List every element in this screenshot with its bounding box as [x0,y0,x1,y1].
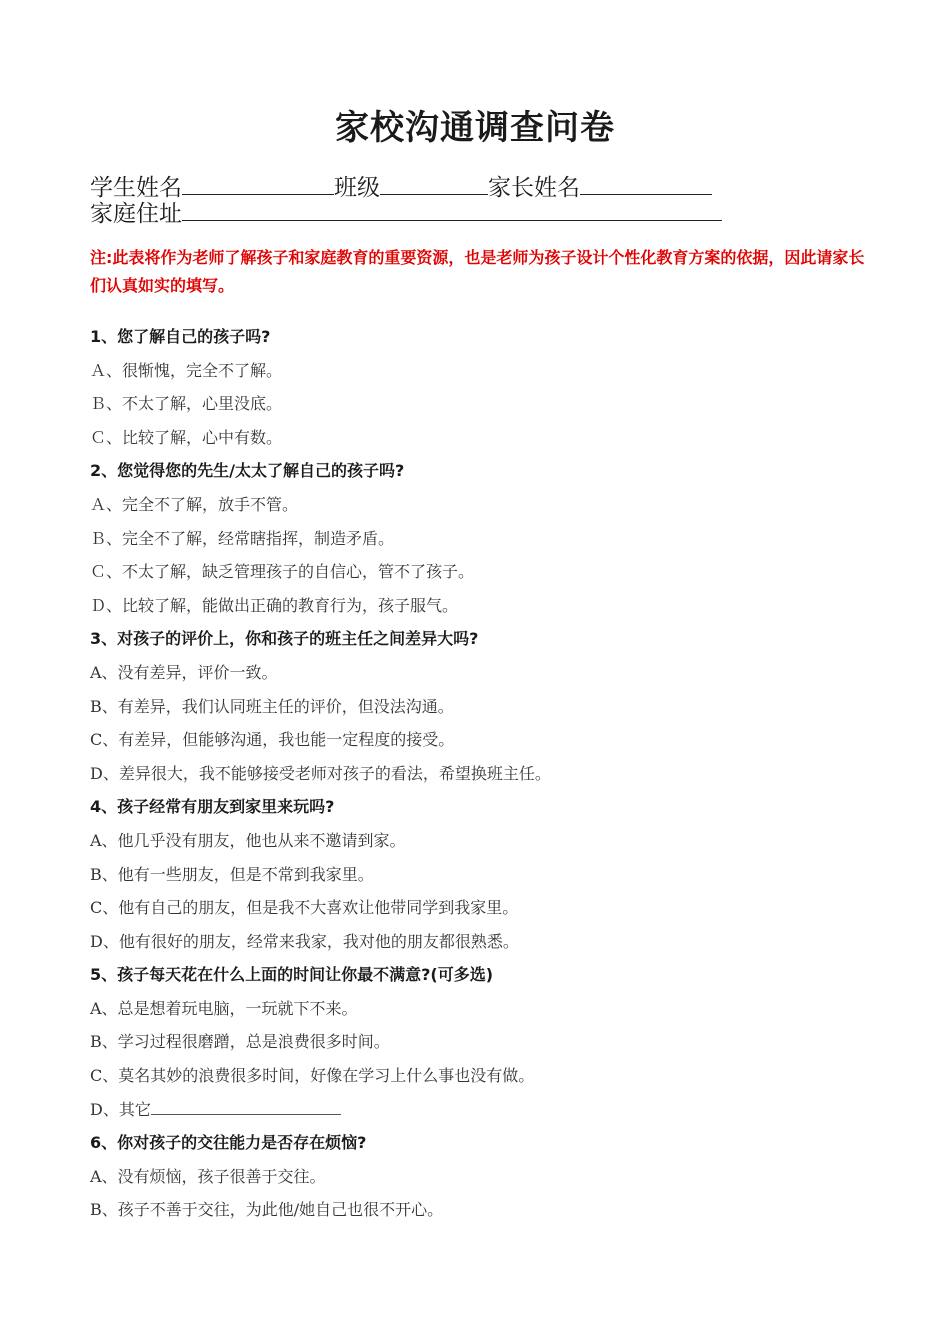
option-label: C、他有自己的朋友，但是我不大喜欢让他带同学到我家里。 [90,898,519,918]
option-label: Ｃ、比较了解，心中有数。 [90,427,283,447]
question-3-option[interactable] [90,656,870,690]
option-label: Ａ、很惭愧，完全不了解。 [90,360,283,380]
question-1-option[interactable] [90,421,870,455]
question-4-option[interactable] [90,858,870,892]
question-1-option[interactable] [90,387,870,421]
option-label: B、有差异，我们认同班主任的评价，但没法沟通。 [90,696,454,716]
option-label: Ｄ、比较了解，能做出正确的教育行为，孩子服气。 [90,595,459,615]
question-2-option[interactable] [90,589,870,623]
option-label: Ａ、完全不了解，放手不管。 [90,494,299,514]
question-1: 1、您了解自己的孩子吗? [90,327,271,346]
option-label: A、他几乎没有朋友，他也从来不邀请到家。 [90,830,406,850]
option-label: C、莫名其妙的浪费很多时间，好像在学习上什么事也没有做。 [90,1066,535,1086]
option-label: D、差异很大，我不能够接受老师对孩子的看法，希望换班主任。 [90,763,551,783]
option-label: B、孩子不善于交往，为此他/她自己也很不开心。 [90,1200,444,1220]
option-label: D、他有很好的朋友，经常来我家，我对他的朋友都很熟悉。 [90,931,519,951]
parent-name-label: 家长姓名 [488,175,580,201]
question-6-option[interactable] [90,1193,870,1227]
question-6-option[interactable] [90,1160,870,1194]
question-6: 6、你对孩子的交往能力是否存在烦恼? [90,1133,367,1153]
question-3-option[interactable] [90,723,870,757]
question-2-option[interactable] [90,555,870,589]
class-label: 班级 [334,175,380,201]
option-label: Ｂ、完全不了解，经常瞎指挥，制造矛盾。 [90,528,395,548]
option-label: Ｃ、不太了解，缺乏管理孩子的自信心，管不了孩子。 [90,562,475,582]
question-5-option[interactable] [90,1059,870,1093]
question-4-option[interactable] [90,891,870,925]
question-1-option[interactable] [90,354,870,388]
question-list [90,320,870,1227]
question-5-option[interactable] [90,1025,870,1059]
question-5-option[interactable] [90,1093,870,1127]
question-3-option[interactable] [90,690,870,724]
option-label: Ｂ、不太了解，心里没底。 [90,394,283,414]
question-4-option[interactable] [90,824,870,858]
info-line-2 [90,198,722,228]
instruction-note: 注:此表将作为老师了解孩子和家庭教育的重要资源，也是老师为孩子设计个性化教育方案的依据，因此请家长们认真如实的填写。 [90,248,865,295]
address-label: 家庭住址 [90,201,182,227]
option-label: B、他有一些朋友，但是不常到我家里。 [90,864,374,884]
student-name-field[interactable] [182,172,334,195]
other-answer-field[interactable] [151,1096,341,1115]
option-label: B、学习过程很磨蹭，总是浪费很多时间。 [90,1032,390,1052]
option-label: D、其它 [90,1099,151,1119]
student-name-label: 学生姓名 [90,175,182,201]
option-label: A、没有差异，评价一致。 [90,662,278,682]
class-field[interactable] [380,172,488,195]
page-title: 家校沟通调查问卷 [335,108,615,148]
question-2-option[interactable] [90,488,870,522]
question-3-option[interactable] [90,757,870,791]
option-label: A、总是想着玩电脑，一玩就下不来。 [90,998,358,1018]
question-2: 2、您觉得您的先生/太太了解自己的孩子吗? [90,461,405,481]
question-3: 3、对孩子的评价上，你和孩子的班主任之间差异大吗? [90,629,479,649]
question-2-option[interactable] [90,522,870,556]
option-label: A、没有烦恼，孩子很善于交往。 [90,1166,326,1186]
parent-name-field[interactable] [580,172,712,195]
question-5: 5、孩子每天花在什么上面的时间让你最不满意?(可多选) [90,965,494,985]
question-4: 4、孩子经常有朋友到家里来玩吗? [90,797,335,817]
question-5-option[interactable] [90,992,870,1026]
question-4-option[interactable] [90,925,870,959]
address-field[interactable] [182,198,722,221]
option-label: C、有差异，但能够沟通，我也能一定程度的接受。 [90,730,455,750]
